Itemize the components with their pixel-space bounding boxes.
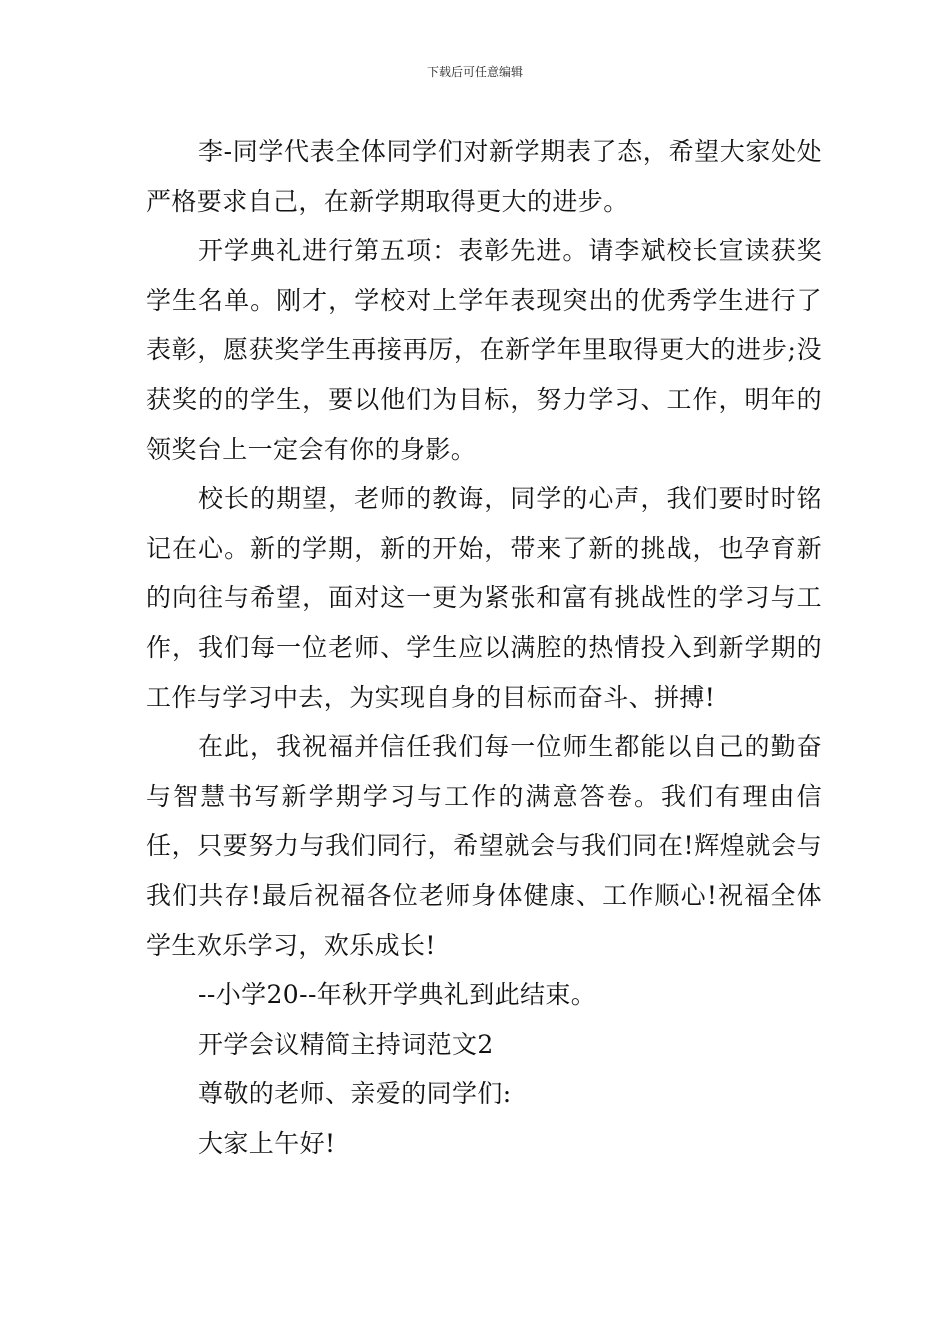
paragraph-awards: 开学典礼进行第五项：表彰先进。请李斌校长宣读获奖学生名单。刚才，学校对上学年表现突出的优秀学生进行了表彰，愿获奖学生再接再厉，在新学年里取得更大的进步;没获奖的的学生，要以他们为目标，努力学习、工作，明年的领奖台上一定会有你的身影。 — [146, 236, 822, 464]
paragraph-expectations: 校长的期望，老师的教诲，同学的心声，我们要时时铭记在心。新的学期，新的开始，带来了新的挑战，也孕育新的向往与希望，面对这一更为紧张和富有挑战性的学习与工作，我们每一位老师、学生应以满腔的热情投入到新学期的工作与学习中去，为实现自身的目标而奋斗、拼搏! — [146, 484, 822, 712]
greeting: 大家上午好! — [198, 1128, 336, 1158]
page-header: 下载后可任意编辑 — [426, 65, 523, 79]
section-title: 开学会议精简主持词范文2 — [198, 1029, 494, 1059]
paragraph-closing: --小学20--年秋开学典礼到此结束。 — [198, 980, 597, 1010]
paragraph-blessing: 在此，我祝福并信任我们每一位师生都能以自己的勤奋与智慧书写新学期学习与工作的满意答卷。我们有理由信任，只要努力与我们同行，希望就会与我们同在!辉煌就会与我们共存!最后祝福各位老师身体健康、工作顺心!祝福全体学生欢乐学习，欢乐成长! — [146, 732, 822, 960]
salutation: 尊敬的老师、亲爱的同学们: — [198, 1079, 512, 1109]
document-body — [146, 127, 822, 1168]
paragraph-student-pledge: 李-同学代表全体同学们对新学期表了态，希望大家处处严格要求自己，在新学期取得更大的进步。 — [146, 137, 822, 216]
